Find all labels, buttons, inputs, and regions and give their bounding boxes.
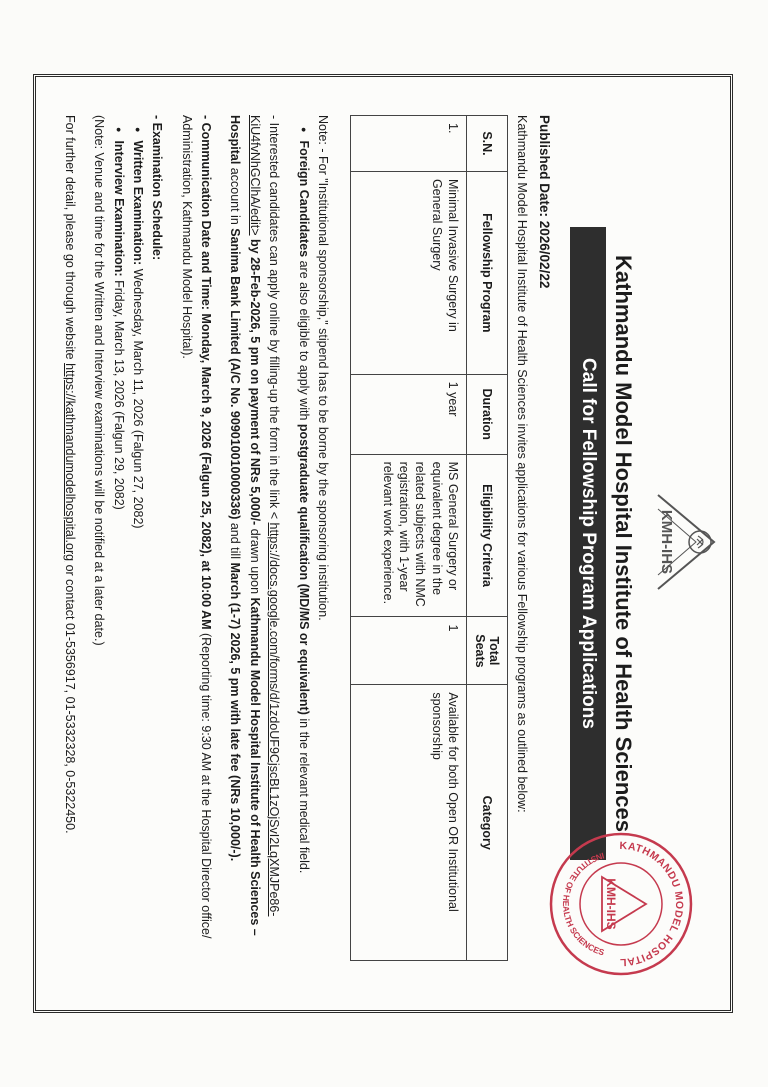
- interview-label: Interview Examination:: [111, 140, 126, 277]
- website-link[interactable]: https://kathmandumodelhospital.org: [62, 363, 77, 562]
- table-header-row: [467, 116, 508, 961]
- exam-schedule-heading: - Examination Schedule:: [150, 115, 165, 261]
- notes-section: [60, 115, 333, 975]
- seal-center-text: KMH-IHS: [604, 878, 618, 930]
- header-program: Fellowship Program: [467, 171, 508, 374]
- header-seats: Total Seats: [467, 617, 508, 685]
- written-label: Written Examination:: [131, 140, 145, 266]
- cell-eligibility: MS General Surgery or equivalent degree in the related subjects with NMC registration, with 1-year relevant work experience.: [351, 454, 467, 617]
- interview-date: Friday, March 13, 2026 (Falgun 29, 2082): [111, 276, 126, 510]
- hospital-seal-icon: [546, 829, 696, 979]
- cell-duration: 1 year: [351, 374, 467, 454]
- cell-seats: 1: [351, 617, 467, 685]
- cell-program: Minimal Invasive Surgery in General Surgery: [351, 171, 467, 374]
- seal-bottom-text: INSTITUTE OF HEALTH SCIENCES: [560, 850, 606, 958]
- written-exam: [128, 115, 147, 975]
- institute-title: Kathmandu Model Hospital Institute of Health Sciences: [611, 255, 636, 832]
- logo-text: KMH-IHS: [658, 509, 675, 575]
- note-foreign-candidates: [293, 115, 312, 975]
- note-sponsorship: Note: - For "Institutional sponsorship," stipend has to be borne by the sponsoring institution.: [316, 115, 330, 621]
- cell-category: Available for both Open OR Institutional sponsorship: [351, 685, 467, 961]
- apply-text-5: account in: [228, 164, 243, 229]
- header-category: Category: [467, 685, 508, 961]
- rotated-page: [36, 77, 730, 1010]
- apply-text-7: and till: [228, 519, 243, 563]
- apply-late-fee: March (1-7) 2026, 5 pm with late fee (NRs 10,000/-).: [228, 562, 243, 862]
- header-eligibility: Eligibility Criteria: [467, 454, 508, 617]
- foreign-end: in the relevant medical field.: [296, 714, 311, 874]
- note-communication: [176, 115, 215, 975]
- intro-text: Kathmandu Model Hospital Institute of Health Sciences invites applications for various Fellowship programs as outlined below:: [515, 115, 529, 813]
- fellowship-table: [350, 115, 508, 961]
- header-duration: Duration: [467, 374, 508, 454]
- communication-reporting: (Reporting time: 9:30 AM at the Hospital Director office/ Administration, Kathmandu Model Hospital).: [179, 115, 214, 939]
- note-contact: [60, 115, 79, 975]
- apply-text-1: - Interested candidates can apply online by filling-up the form in the link <: [267, 115, 282, 523]
- interview-exam: [108, 115, 127, 975]
- apply-text-3: drawn upon: [247, 525, 262, 598]
- kmh-logo-icon: [630, 487, 722, 597]
- call-banner: [570, 227, 606, 860]
- note-venue: (Note: Venue and time for the Written and Interview examinations will be notified at a later date.): [92, 115, 107, 646]
- seal-top-text: KATHMANDU MODEL HOSPITAL: [619, 839, 686, 969]
- apply-deadline: by 28-Feb-2026, 5 pm on payment of NRs 5,000/-: [247, 235, 262, 526]
- document-frame: [33, 74, 733, 1013]
- published-date: Published Date: 2026/02/22: [537, 115, 552, 289]
- foreign-mid: are also eligible to apply with: [296, 257, 311, 424]
- apply-bank: Sanima Bank Limited (A/C No. 909010010000336): [228, 228, 243, 520]
- header-sn: S.N.: [467, 116, 508, 172]
- contact-text-1: For further detail, please go through website: [62, 115, 77, 364]
- note-apply: [225, 115, 283, 975]
- banner-text: Call for Fellowship Program Applications: [578, 358, 599, 729]
- foreign-label: Foreign Candidates: [296, 140, 311, 258]
- communication-date: - Communication Date and Time: Monday, March 9, 2026 (Falgun 25, 2082), at 10:00 AM: [199, 115, 214, 630]
- contact-phones: or contact 01-5356917, 01-5332328, 0-5322450.: [62, 561, 77, 834]
- apply-form-link[interactable]: https://docs.google.com/forms/d/1zdoUF9CjscBL1zOjSvI2LqXMJPe86-KiU4fvNhGClhA/edit>: [247, 115, 282, 917]
- apply-account-holder: Kathmandu Model Hospital Institute of Health Sciences – Hospital: [228, 115, 262, 936]
- written-date: Wednesday, March 11, 2026 (Falgun 27, 2082): [131, 265, 145, 529]
- foreign-qualification: postgraduate qualification (MD/MS or equivalent): [296, 423, 311, 715]
- table-row: [351, 116, 467, 961]
- cell-sn: 1.: [351, 116, 467, 172]
